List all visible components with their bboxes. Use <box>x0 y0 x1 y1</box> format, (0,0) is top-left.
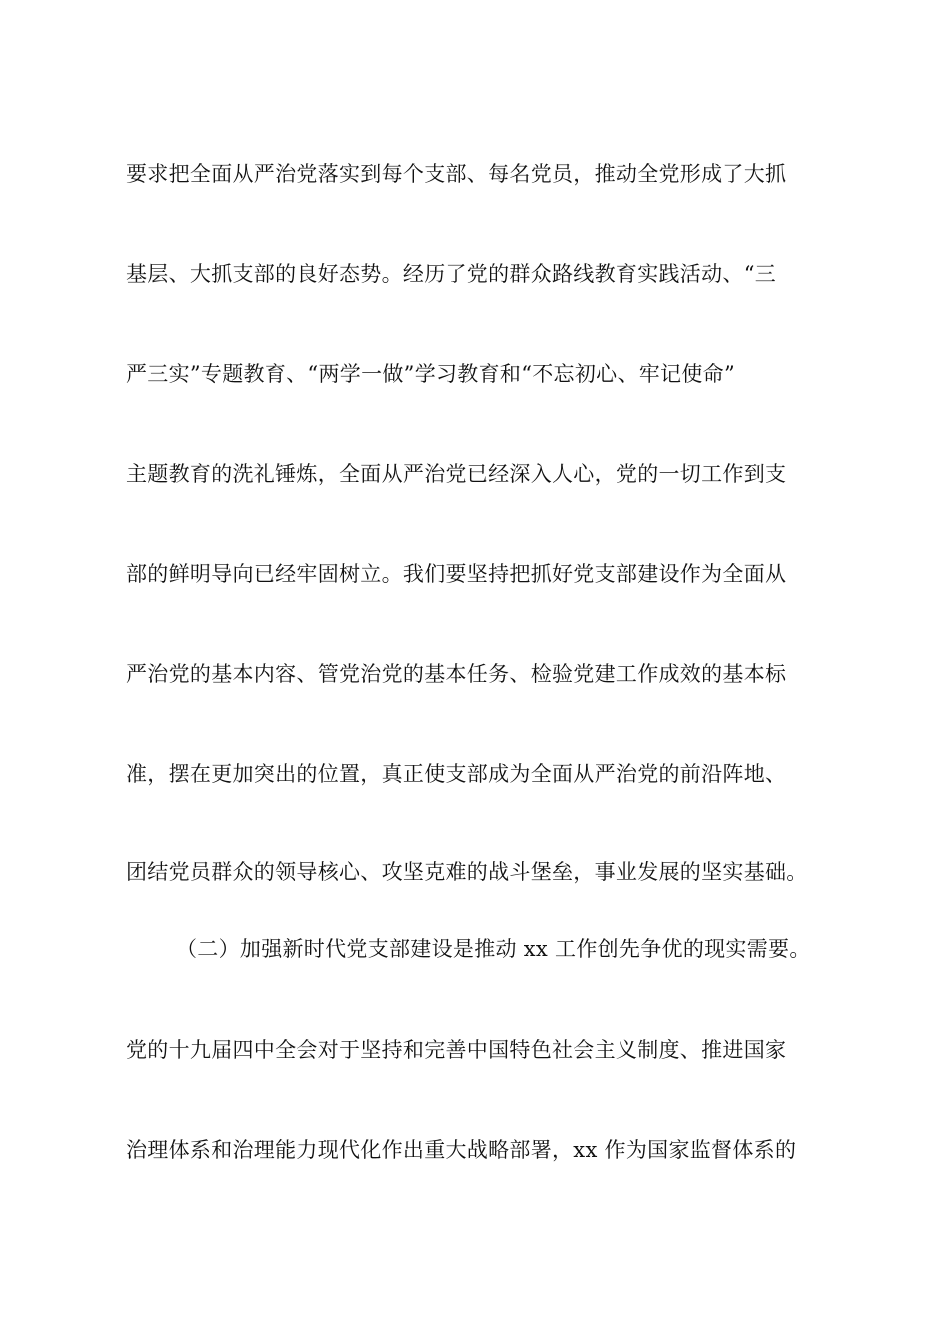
paragraph-line: 基层、大抓支部的良好态势。经历了党的群众路线教育实践活动、“三 <box>126 262 777 286</box>
paragraph-line: 治理体系和治理能力现代化作出重大战略部署，xx 作为国家监督体系的 <box>126 1138 797 1162</box>
paragraph-line: 党的十九届四中全会对于坚持和完善中国特色社会主义制度、推进国家 <box>126 1038 787 1062</box>
paragraph-line: 准，摆在更加突出的位置，真正使支部成为全面从严治党的前沿阵地、 <box>126 762 787 786</box>
section-heading: （二）加强新时代党支部建设是推动 xx 工作创先争优的现实需要。 <box>176 937 811 961</box>
paragraph-line: 部的鲜明导向已经牢固树立。我们要坚持把抓好党支部建设作为全面从 <box>126 562 787 586</box>
paragraph-line: 严三实”专题教育、“两学一做”学习教育和“不忘初心、牢记使命” <box>126 362 735 386</box>
paragraph-line: 严治党的基本内容、管党治党的基本任务、检验党建工作成效的基本标 <box>126 662 787 686</box>
paragraph-line: 团结党员群众的领导核心、攻坚克难的战斗堡垒，事业发展的坚实基础。 <box>126 860 808 884</box>
paragraph-line: 要求把全面从严治党落实到每个支部、每名党员，推动全党形成了大抓 <box>126 162 787 186</box>
paragraph-line: 主题教育的洗礼锤炼，全面从严治党已经深入人心，党的一切工作到支 <box>126 462 787 486</box>
